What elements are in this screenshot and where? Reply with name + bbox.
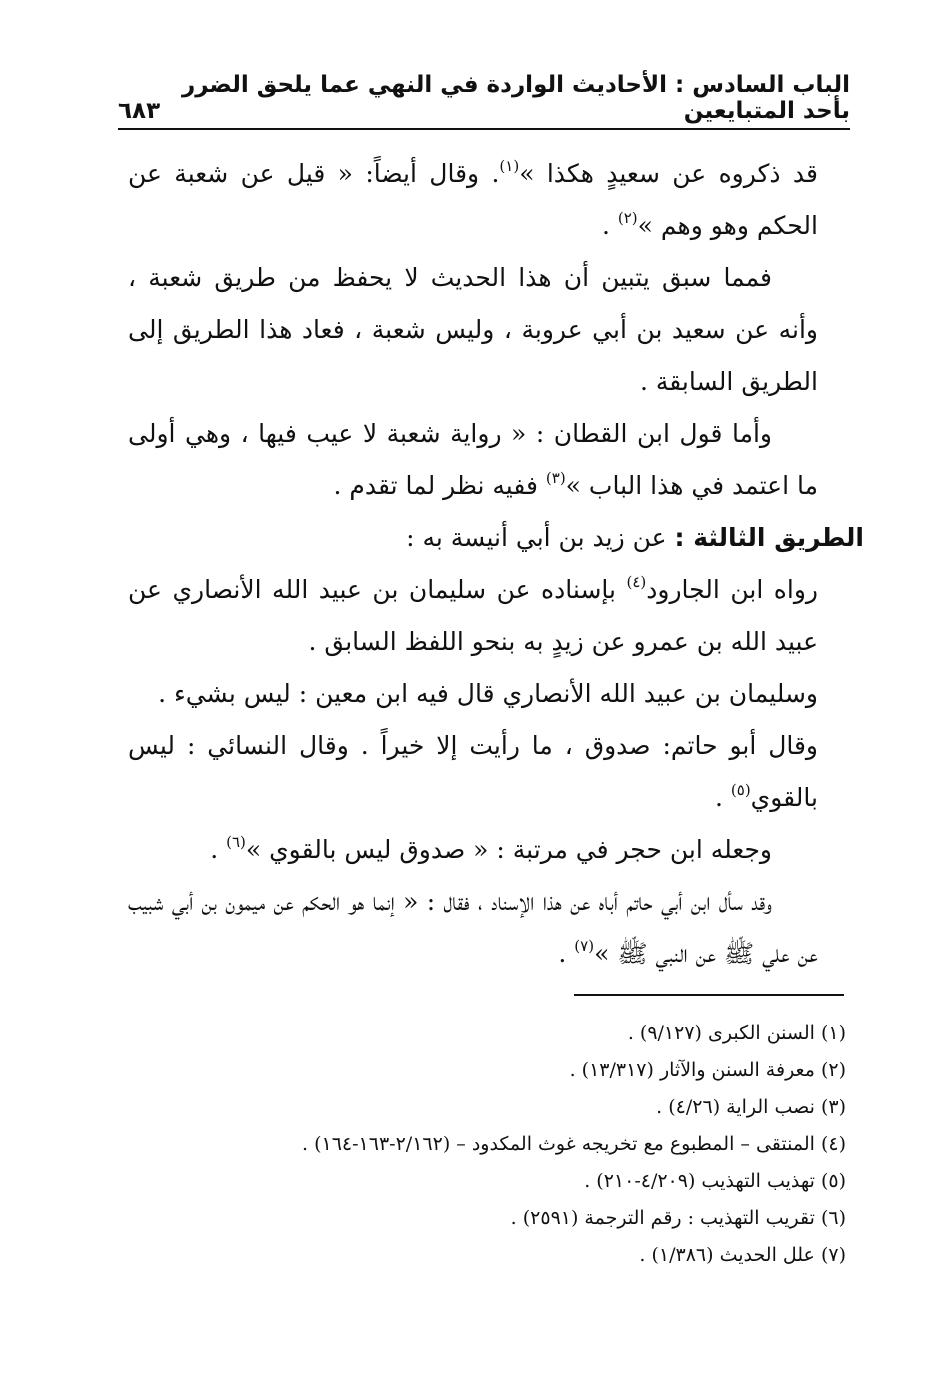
footnote-divider <box>574 994 844 996</box>
page-number: ٦٨٣ <box>118 98 161 124</box>
text-run: . <box>210 835 227 864</box>
section-heading-label: الطريق الثالثة : <box>674 523 864 552</box>
text-run: . <box>558 939 575 968</box>
footnote-ref: (٦) <box>226 833 246 851</box>
footnote: (٢) معرفة السنن والآثار (١٣/٣١٧) . <box>569 1059 846 1081</box>
running-header <box>118 72 850 124</box>
text-run: وقد سأل ابن أبي حاتم أباه عن هذا الإسناد ، فقال : « إنما هو الحكم عن ميمون بن أبي شبيب عن علي ﷺ عن النبي ﷺ » <box>128 887 818 968</box>
text-run: قد ذكروه عن سعيدٍ هكذا » <box>519 159 818 188</box>
text-run: . <box>601 211 618 240</box>
footnote: (٤) المنتقى – المطبوع مع تخريجه غوث المكدود – (٢/١٦٢-١٦٣-١٦٤) . <box>302 1133 846 1155</box>
footnotes <box>150 1015 846 1274</box>
text-run: . وقال أيضاً: « قيل عن شعبة عن الحكم وهو وهم » <box>128 159 818 240</box>
paragraph <box>128 148 818 252</box>
text-run: وجعله ابن حجر في مرتبة : « صدوق ليس بالقوي » <box>245 835 772 864</box>
paragraph: وسليمان بن عبيد الله الأنصاري قال فيه ابن معين : ليس بشيء . <box>158 679 818 708</box>
footnote-ref: (٥) <box>730 781 751 799</box>
main-text <box>128 148 864 980</box>
paragraph: فمما سبق يتبين أن هذا الحديث لا يحفظ من طريق شعبة ، وأنه عن سعيد بن أبي عروبة ، وليس شعبة ، فعاد هذا الطريق إلى الطريق السابقة . <box>128 263 818 396</box>
footnote-ref: (٤) <box>626 573 647 591</box>
chapter-title: الباب السادس : الأحاديث الواردة في النهي عما يلحق الضرر بأحد المتبايعين <box>182 72 850 124</box>
text-run: وقال أبو حاتم: صدوق ، ما رأيت إلا خيراً . وقال النسائي : ليس بالقوي <box>128 731 818 812</box>
header-divider <box>118 128 850 130</box>
footnote-ref: (١) <box>499 157 520 175</box>
section-heading-text: عن زيد بن أبي أنيسة به : <box>406 523 675 552</box>
text-run: بإسناده عن سليمان بن عبيد الله الأنصاري عن عبيد الله بن عمرو عن زيدٍ به بنحو اللفظ السابق . <box>128 575 818 656</box>
footnote: (٦) تقريب التهذيب : رقم الترجمة (٢٥٩١) . <box>510 1207 846 1229</box>
text-run: رواه ابن الجارود <box>646 575 818 604</box>
paragraph <box>128 720 818 824</box>
paragraph <box>128 876 818 980</box>
text-run: . <box>714 783 731 812</box>
section-heading <box>128 512 864 564</box>
text-run: ففيه نظر لما تقدم . <box>333 471 546 500</box>
text-run: وأما قول ابن القطان : « رواية شعبة لا عيب فيها ، وهي أولى ما اعتمد في هذا الباب » <box>128 419 818 500</box>
paragraph <box>128 824 818 876</box>
paragraph <box>128 564 818 668</box>
footnote: (١) السنن الكبرى (٩/١٢٧) . <box>627 1022 846 1044</box>
footnote: (٣) نصب الراية (٤/٢٦) . <box>656 1096 846 1118</box>
paragraph <box>128 408 818 512</box>
footnote: (٧) علل الحديث (١/٣٨٦) . <box>639 1244 846 1266</box>
footnote: (٥) تهذيب التهذيب (٤/٢٠٩-٢١٠) . <box>584 1170 846 1192</box>
footnote-ref: (٧) <box>574 937 595 955</box>
footnote-ref: (٣) <box>545 469 566 487</box>
footnote-ref: (٢) <box>617 209 638 227</box>
